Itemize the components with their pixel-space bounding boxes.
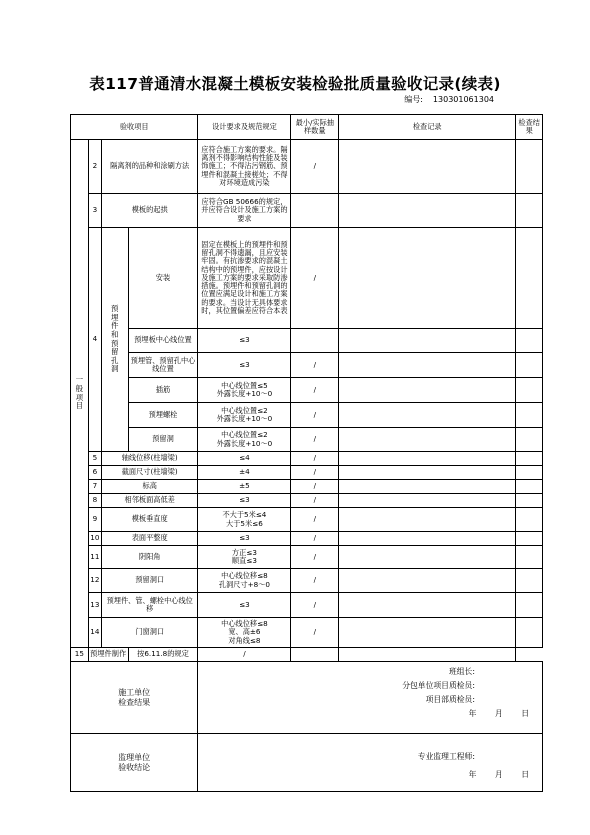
check-record[interactable] <box>339 546 516 569</box>
table-row <box>71 532 543 546</box>
item-number: 9 <box>88 508 101 532</box>
construction-unit-label: 施工单位 检查结果 <box>71 662 198 734</box>
item-name: 预埋件、管、螺栓中心线位移 <box>102 593 198 618</box>
project-inspector-label: 项目部质检员: <box>425 695 475 704</box>
check-result[interactable] <box>516 194 543 228</box>
sample-count[interactable]: / <box>291 378 339 403</box>
item-number: 12 <box>88 569 101 593</box>
item-requirement: 应符合施工方案的要求。隔离剂不得影响结构性能及装饰施工；不得沾污钢筋、预埋件和混凝土接槎处；不得对环境造成污染 <box>198 140 291 194</box>
check-record[interactable] <box>339 593 516 618</box>
item-name: 预埋螺栓 <box>128 403 198 428</box>
sample-count[interactable]: / <box>291 593 339 618</box>
check-record[interactable] <box>339 618 516 648</box>
item-requirement: 按6.11.8的规定 <box>128 648 198 662</box>
item-number: 2 <box>88 140 101 194</box>
check-result[interactable] <box>516 228 543 329</box>
embedded-parts-group-label: 预埋件和预留孔洞 <box>102 228 129 452</box>
header-result: 检查结果 <box>516 115 543 140</box>
check-record[interactable] <box>339 466 516 480</box>
team-leader-label: 班组长: <box>448 667 475 676</box>
check-result[interactable] <box>516 452 543 466</box>
sample-count[interactable]: / <box>291 508 339 532</box>
item-requirement: ±5 <box>198 480 291 494</box>
table-row <box>71 569 543 593</box>
item-requirement: 中心线位置≤2 外露长度+10～0 <box>198 403 291 428</box>
check-record[interactable] <box>339 494 516 508</box>
table-row <box>71 378 543 403</box>
table-row <box>71 508 543 532</box>
item-requirement: 方正≤3 顺直≤3 <box>198 546 291 569</box>
check-result[interactable] <box>516 329 543 353</box>
supervision-unit-label: 监理单位 验收结论 <box>71 734 198 792</box>
table-row <box>71 194 543 228</box>
sample-count[interactable]: / <box>291 428 339 452</box>
item-requirement: ±4 <box>198 466 291 480</box>
item-name: 预留洞口 <box>102 569 198 593</box>
check-record[interactable] <box>339 140 516 194</box>
table-row <box>71 648 543 662</box>
item-requirement: 不大于5米≤4 大于5米≤6 <box>198 508 291 532</box>
header-record: 检查记录 <box>339 115 516 140</box>
item-name: 隔离剂的品种和涂刷方法 <box>102 140 198 194</box>
check-result[interactable] <box>516 532 543 546</box>
check-result[interactable] <box>516 353 543 378</box>
table-row <box>71 546 543 569</box>
sample-count[interactable]: / <box>198 648 291 662</box>
item-number: 10 <box>88 532 101 546</box>
table-row <box>71 466 543 480</box>
sample-count[interactable]: / <box>291 452 339 466</box>
item-name: 相邻板面高低差 <box>102 494 198 508</box>
subcontractor-inspector-label: 分包单位项目质检员: <box>402 681 475 690</box>
table-row <box>71 228 543 329</box>
sample-count[interactable]: / <box>291 403 339 428</box>
item-number: 7 <box>88 480 101 494</box>
check-result[interactable] <box>516 569 543 593</box>
check-record[interactable] <box>339 508 516 532</box>
sample-count[interactable]: / <box>291 618 339 648</box>
record-number <box>394 94 494 105</box>
item-requirement: 中心线位移≤8 宽、高±6 对角线≤8 <box>198 618 291 648</box>
construction-check-row <box>71 662 543 734</box>
header-count: 最小/实际抽样数量 <box>291 115 339 140</box>
sample-count[interactable]: / <box>291 546 339 569</box>
check-record[interactable] <box>339 569 516 593</box>
item-requirement: 中心线位置≤2 外露长度+10～0 <box>198 428 291 452</box>
item-name: 门窗洞口 <box>102 618 198 648</box>
item-name: 预埋管、预留孔中心线位置 <box>128 353 198 378</box>
sample-count[interactable]: / <box>291 494 339 508</box>
item-requirement: 固定在模板上的预埋件和预留孔洞不得遗漏，且应安装牢固。有抗渗要求的混凝土结构中的预埋件，应按设计及施工方案的要求采取防渗措施。预埋件和预留孔洞的位置应满足设计和施工方案的要求。当设计无具体要求时，其位置偏差应符合本表 <box>198 228 291 329</box>
check-record[interactable] <box>339 353 516 378</box>
check-result[interactable] <box>339 648 516 662</box>
check-record[interactable] <box>339 228 516 329</box>
check-result[interactable] <box>516 546 543 569</box>
sample-count[interactable] <box>291 194 339 228</box>
sample-count[interactable]: / <box>291 140 339 194</box>
item-number: 15 <box>71 648 89 662</box>
table-row <box>71 353 543 378</box>
check-record[interactable] <box>339 428 516 452</box>
item-requirement: ≤3 <box>198 494 291 508</box>
table-row <box>71 428 543 452</box>
item-requirement: ≤3 <box>198 353 291 378</box>
item-number: 8 <box>88 494 101 508</box>
item-number: 4 <box>88 228 101 452</box>
item-name: 截面尺寸(柱墙梁) <box>102 466 198 480</box>
check-record[interactable] <box>339 452 516 466</box>
item-number: 3 <box>88 194 101 228</box>
item-requirement: ≤4 <box>198 452 291 466</box>
header-req: 设计要求及规范规定 <box>198 115 291 140</box>
table-row <box>71 618 543 648</box>
item-requirement: ≤3 <box>198 532 291 546</box>
check-result[interactable] <box>516 140 543 194</box>
construction-date-label: 年 月 日 <box>468 709 537 718</box>
sample-count[interactable]: / <box>291 480 339 494</box>
supervision-signature-area[interactable] <box>198 734 543 792</box>
item-name: 预留洞 <box>128 428 198 452</box>
item-number: 14 <box>88 618 101 648</box>
check-result[interactable] <box>516 466 543 480</box>
item-name: 预埋板中心线位置 <box>128 329 198 353</box>
item-number: 5 <box>88 452 101 466</box>
item-requirement: 中心线位移≤8 孔洞尺寸+8～0 <box>198 569 291 593</box>
check-result[interactable] <box>516 403 543 428</box>
item-name: 插筋 <box>128 378 198 403</box>
table-row <box>71 403 543 428</box>
item-requirement: 应符合GB 50666的规定，并应符合设计及施工方案的要求 <box>198 194 291 228</box>
check-record[interactable] <box>339 532 516 546</box>
supervising-engineer-label: 专业监理工程师: <box>417 752 475 761</box>
page-title: 表117普通清水混凝土模板安装检验批质量验收记录(续表) <box>89 75 501 93</box>
sample-count[interactable] <box>291 329 339 353</box>
check-result[interactable] <box>516 508 543 532</box>
check-record[interactable] <box>291 648 339 662</box>
table-row <box>71 593 543 618</box>
item-name: 安装 <box>128 228 198 329</box>
item-name: 表面平整度 <box>102 532 198 546</box>
item-number: 6 <box>88 466 101 480</box>
item-name: 标高 <box>102 480 198 494</box>
item-name: 模板的起拱 <box>102 194 198 228</box>
item-name: 阴阳角 <box>102 546 198 569</box>
item-requirement: ≤3 <box>198 329 291 353</box>
record-number-value: 130301061304 <box>432 95 494 104</box>
table-row <box>71 480 543 494</box>
check-result[interactable] <box>516 494 543 508</box>
check-record[interactable] <box>339 194 516 228</box>
sample-count[interactable]: / <box>291 353 339 378</box>
general-items-label: 一般项目 <box>71 140 89 648</box>
table-row <box>71 452 543 466</box>
check-record[interactable] <box>339 329 516 353</box>
item-requirement: 中心线位置≤5 外露长度+10～0 <box>198 378 291 403</box>
check-result[interactable] <box>516 618 543 648</box>
supervision-conclusion-row <box>71 734 543 792</box>
inspection-table <box>70 114 543 792</box>
check-record[interactable] <box>339 480 516 494</box>
item-name: 模板垂直度 <box>102 508 198 532</box>
sample-count[interactable]: / <box>291 532 339 546</box>
item-number: 11 <box>88 546 101 569</box>
check-record[interactable] <box>339 378 516 403</box>
item-name: 预埋件制作 <box>88 648 128 662</box>
header-item: 验收项目 <box>71 115 198 140</box>
sample-count[interactable]: / <box>291 466 339 480</box>
table-row <box>71 494 543 508</box>
item-requirement: ≤3 <box>198 593 291 618</box>
check-result[interactable] <box>516 428 543 452</box>
sample-count[interactable]: / <box>291 569 339 593</box>
check-result[interactable] <box>516 593 543 618</box>
construction-signature-area[interactable] <box>198 662 543 734</box>
header-row <box>71 115 543 140</box>
sample-count[interactable]: / <box>291 228 339 329</box>
table-row <box>71 140 543 194</box>
table-row <box>71 329 543 353</box>
check-result[interactable] <box>516 378 543 403</box>
check-record[interactable] <box>339 403 516 428</box>
item-number: 13 <box>88 593 101 618</box>
supervision-date-label: 年 月 日 <box>468 770 537 779</box>
item-name: 轴线位移(柱墙梁) <box>102 452 198 466</box>
record-number-label: 编号: <box>404 95 423 104</box>
check-result[interactable] <box>516 480 543 494</box>
